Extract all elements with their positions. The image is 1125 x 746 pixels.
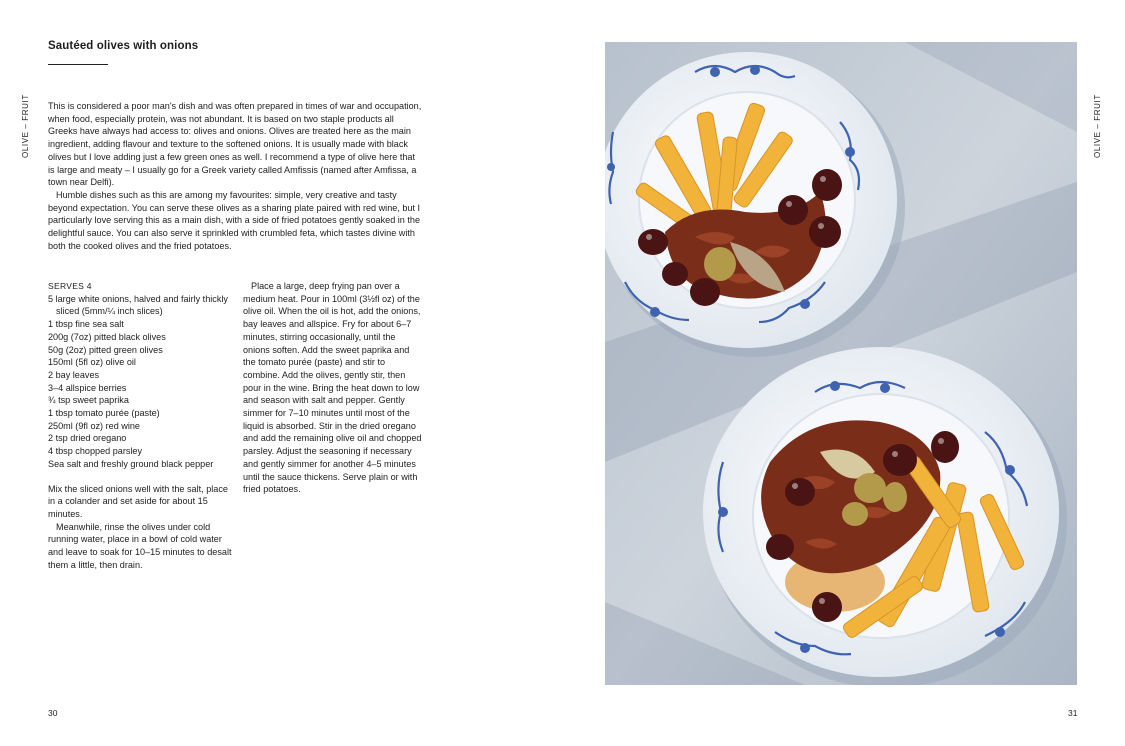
section-tab-right: OLIVE – FRUIT xyxy=(1093,94,1102,158)
ingredient-item: 250ml (9fl oz) red wine xyxy=(48,420,140,431)
ingredient-item: 50g (2oz) pitted green olives xyxy=(48,344,163,355)
intro-paragraph: Humble dishes such as this are among my favourites: simple, very creative and tasty beyond expectation. You can serve these olives as a sharing plate paired with red wine, but I particularly love serving this as a main dish, with a side of fried potatoes gently soaked in the delightful sauce. You can also serve it sprinkled with crumbled feta, which tastes divine with both the cooked olives and the fried potatoes. xyxy=(48,189,421,251)
dish-photo xyxy=(605,42,1077,685)
method-paragraph: Place a large, deep frying pan over a medium heat. Pour in 100ml (3½fl oz) of the olive oil. When the oil is hot, add the onions, bay leaves and allspice. Fry for about 6–7 minutes, stirring occasionally, until the onions soften. Add the sweet paprika and the tomato purée (paste) and stir to combine. Add the olives, gently stir, then pour in the wine. Bring the heat down to low and season with salt and pepper. Gently simmer for 7–10 minutes until most of the liquid is absorbed. Stir in the dried oregano and add the remaining olive oil and chopped parsley. Adjust the seasoning if necessary and gently simmer for another 4–5 minutes until the sauce thickens. Serve plain or with fried potatoes. xyxy=(243,281,422,495)
method-paragraph: Meanwhile, rinse the olives under cold running water, place in a bowl of cold water and leave to soak for 10–15 minutes to desalt them a little, then drain. xyxy=(48,521,232,570)
ingredient-item: 2 tsp dried oregano xyxy=(48,433,127,444)
ingredient-item: 2 bay leaves xyxy=(48,369,100,380)
serves-label: SERVES 4 xyxy=(48,281,92,291)
ingredient-item: 1 tbsp fine sea salt xyxy=(48,319,124,330)
ingredient-item: Sea salt and freshly ground black pepper xyxy=(48,458,214,469)
ingredient-item: ¾ tsp sweet paprika xyxy=(48,395,129,406)
ingredient-item: 1 tbsp tomato purée (paste) xyxy=(48,408,160,419)
ingredients-column xyxy=(48,280,233,571)
recipe-title: Sautéed olives with onions xyxy=(48,40,199,52)
right-page xyxy=(562,0,1125,746)
method-paragraph: Mix the sliced onions well with the salt, place in a colander and set aside for about 15 minutes. xyxy=(48,483,228,519)
ingredient-item: 200g (7oz) pitted black olives xyxy=(48,331,166,342)
ingredients-list xyxy=(48,293,233,471)
page-number-right: 31 xyxy=(1068,708,1078,718)
ingredient-item: 150ml (5fl oz) olive oil xyxy=(48,357,136,368)
page-number-left: 30 xyxy=(48,708,58,718)
ingredient-item: 3–4 allspice berries xyxy=(48,382,127,393)
ingredient-item: 4 tbsp chopped parsley xyxy=(48,446,143,457)
ingredient-item: 5 large white onions, halved and fairly thickly sliced (5mm/¼ inch slices) xyxy=(48,293,228,317)
section-tab-left: OLIVE – FRUIT xyxy=(21,94,30,158)
method-column-right xyxy=(243,280,423,496)
title-divider xyxy=(48,64,108,65)
recipe-intro xyxy=(48,100,423,252)
dish-photo-illustration xyxy=(605,42,1077,685)
left-page xyxy=(0,0,562,746)
method-steps-left xyxy=(48,483,233,572)
intro-paragraph: This is considered a poor man's dish and was often prepared in times of war and occupation, when food, especially protein, was not abundant. It is based on two staple products all Greeks have always had access to: olives and onions. Olives are treated here as the main ingredient, adding flavour and texture to the softened onions. It is usually made with black olives but I love adding just a few green ones as well. I recommend a type of olive here that is large and meaty – I usually go for a Greek variety called Amfissis (named after Amfissa, a town near Delfi). xyxy=(48,101,422,188)
